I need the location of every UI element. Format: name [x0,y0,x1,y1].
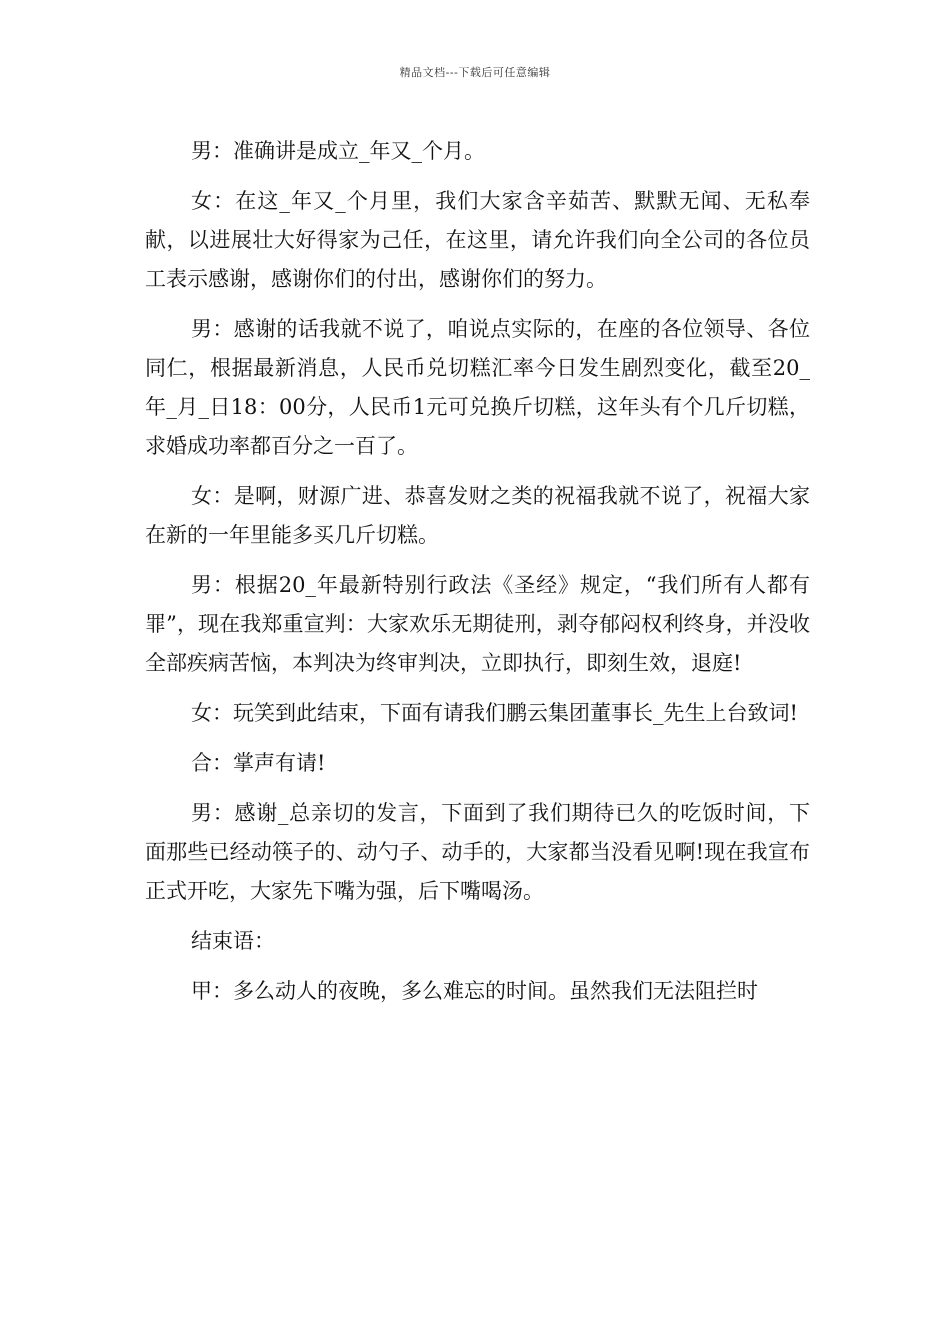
page-header: 精品文档---下载后可任意编辑 [399,66,551,79]
paragraph-2: 女：在这_年又_个月里，我们大家含辛茹苦、默默无闻、无私奉献，以进展壮大好得家为己任，在这里，请允许我们向全公司的各位员工表示感谢，感谢你们的付出，感谢你们的努力。 [145,189,810,291]
paragraph-10: 甲：多么动人的夜晚，多么难忘的时间。虽然我们无法阻拦时 [191,979,758,1003]
paragraph-7: 合：掌声有请! [191,751,326,775]
paragraph-4: 女：是啊，财源广进、恭喜发财之类的祝福我就不说了，祝福大家在新的一年里能多买几斤切糕。 [145,484,810,547]
paragraph-5: 男：根据20_年最新特别行政法《圣经》规定，“我们所有人都有罪”，现在我郑重宣判：大家欢乐无期徒刑，剥夺郁闷权利终身，并没收全部疾病苦恼，本判决为终审判决，立即执行，即刻生效，退庭! [145,573,810,675]
paragraph-9: 结束语： [191,929,275,953]
paragraph-3: 男：感谢的话我就不说了，咱说点实际的，在座的各位领导、各位同仁，根据最新消息，人民币兑切糕汇率今日发生剧烈变化，截至20_年_月_日18：00分，人民币1元可兑换斤切糕，这年头有个几斤切糕，求婚成功率都百分之一百了。 [145,317,810,458]
paragraph-6: 女：玩笑到此结束，下面有请我们鹏云集团董事长_先生上台致词! [191,701,798,725]
paragraph-8: 男：感谢_总亲切的发言，下面到了我们期待已久的吃饭时间，下面那些已经动筷子的、动勺子、动手的，大家都当没看见啊!现在我宣布正式开吃，大家先下嘴为强，后下嘴喝汤。 [145,801,810,903]
document-body [145,132,810,1022]
paragraph-1: 男：准确讲是成立_年又_个月。 [191,139,485,163]
